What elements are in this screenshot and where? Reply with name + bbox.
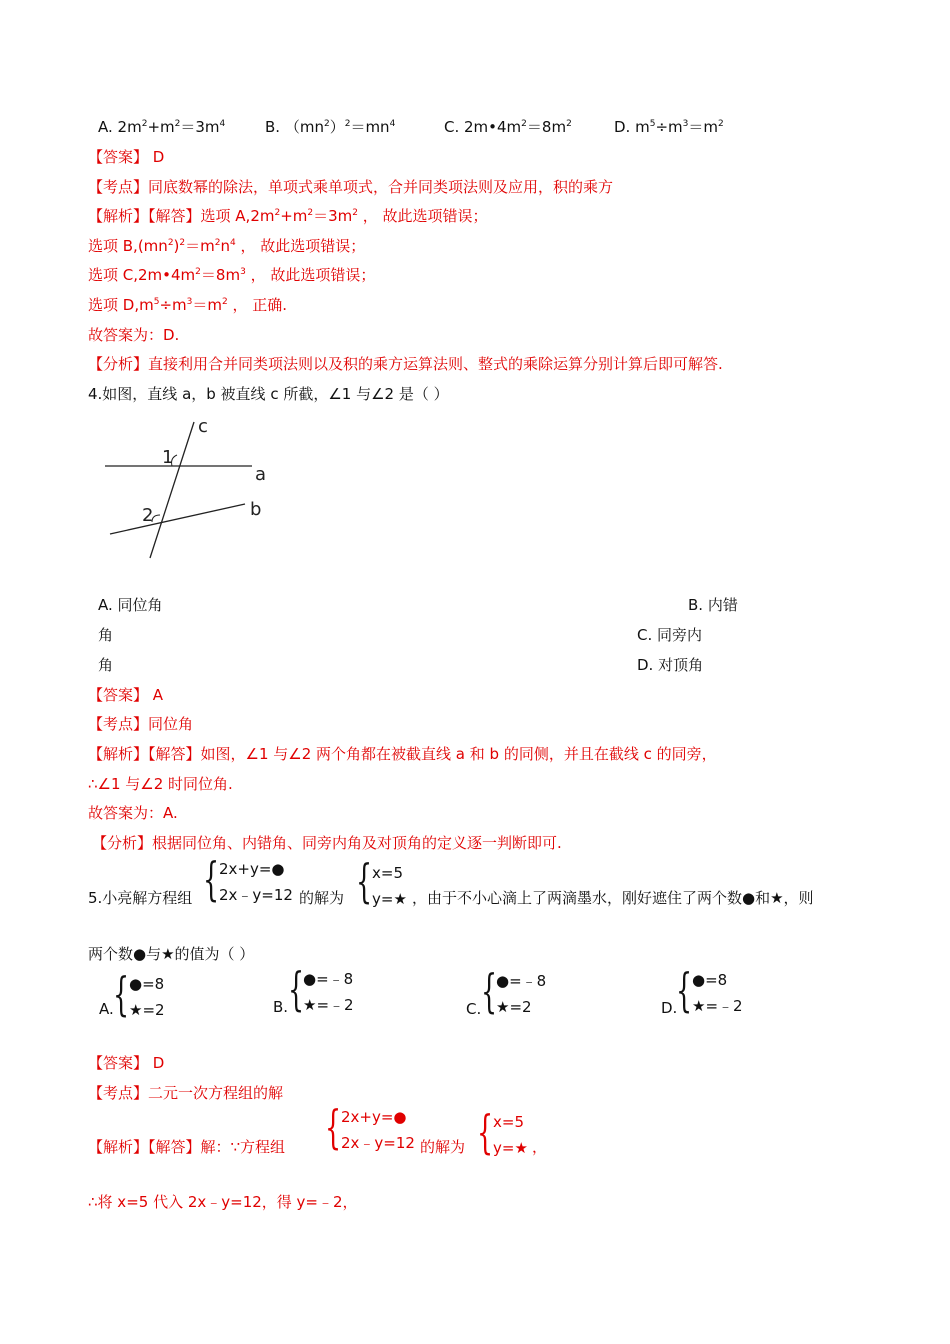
q4-point: 【考点】同位角 (88, 715, 194, 733)
q5-analysis-brace-2: { (477, 1105, 494, 1159)
q3-analysis-1: 【解析】【解答】选项 $A,2m^2+m^2=3m^2$ ， 故此选项错误； (88, 207, 488, 225)
q4-fenxi: 【分析】根据同位角、内错角、同旁内角及对顶角的定义逐一判断即可. (92, 834, 562, 852)
q5-brace-2: { (356, 854, 373, 908)
q5-analysis-brace-1: { (325, 1100, 342, 1154)
q5-stem-mid: 的解为 (299, 889, 345, 907)
q5-stem-post: ，由于不小心滴上了两滴墨水，刚好遮住了两个数●和★，则 (412, 889, 814, 907)
q4-so: 故答案为：A. (88, 804, 178, 822)
q5-solution: x=5 y=★ (372, 864, 407, 908)
q3-fenxi: 【分析】直接利用合并同类项法则以及积的乘方运算法则、整式的乘除运算分别计算后即可解答. (88, 355, 723, 373)
q5-analysis-solution: x=5 y=★ (493, 1113, 528, 1157)
q5-option-b-label: B. (273, 998, 289, 1016)
q4-option-c-cont: 角 (98, 656, 114, 674)
q5-option-a-label: A. (99, 1000, 114, 1018)
q5-option-c-brace: { (481, 964, 498, 1018)
q4-figure (100, 412, 280, 562)
label-1: 1 (162, 447, 174, 468)
q5-stem-pre: 5.小亮解方程组 (88, 889, 193, 907)
q4-option-b: B. 内错 (688, 596, 738, 614)
q5-option-d-label: D. (661, 999, 678, 1017)
line-b (110, 504, 245, 534)
q5-analysis-system: 2x+y=● 2x﹣y=12 (341, 1108, 415, 1152)
q3-point: 【考点】同底数幂的除法，单项式乘单项式，合并同类项法则及应用，积的乘方 (88, 178, 614, 196)
q4-option-a: A. 同位角 (98, 596, 163, 614)
q5-option-d-brace: { (676, 963, 693, 1017)
q5-option-b: ●=﹣8 ★=﹣2 (303, 970, 354, 1014)
q5-option-c: ●=﹣8 ★=2 (496, 972, 547, 1016)
q5-answer: 【答案】 D (88, 1054, 165, 1072)
q5-option-a: ●=8 ★=2 (129, 975, 165, 1019)
q5-stem-2: 两个数●与★的值为（ ） (88, 945, 255, 963)
q5-option-c-label: C. (466, 1000, 482, 1018)
q3-so: 故答案为：D. (88, 326, 180, 344)
q3-option-b: B. $(mn^2)^2=mn^4$ (265, 118, 396, 136)
q5-point: 【考点】二元一次方程组的解 (88, 1084, 284, 1102)
label-c: c (198, 416, 208, 437)
q3-option-d: D. $m^5\div m^3=m^2$ (614, 118, 724, 136)
q4-stem: 4.如图，直线 a，b 被直线 c 所截，∠1 与∠2 是（ ） (88, 385, 449, 403)
line-c (150, 422, 194, 558)
q4-option-d: D. 对顶角 (637, 656, 704, 674)
q4-option-b-cont: 角 (98, 626, 114, 644)
q5-brace-1: { (203, 852, 220, 906)
q4-answer: 【答案】 A (88, 686, 164, 704)
q3-option-a: A. $2m^2+m^2=3m^4$ (98, 118, 226, 136)
label-b: b (250, 499, 262, 520)
q3-analysis-3: 选项 $C,2m•4m^2=8m^3$ ， 故此选项错误； (88, 266, 376, 284)
q5-analysis-mid: 的解为 (420, 1138, 466, 1156)
q5-option-a-brace: { (113, 967, 130, 1021)
q4-option-c: C. 同旁内 (637, 626, 703, 644)
q5-analysis-pre: 【解析】【解答】解：∵方程组 (88, 1138, 286, 1156)
q3-analysis-2: 选项 $B,(mn^2)^2=m^2n^4$ ， 故此选项错误； (88, 237, 366, 255)
q5-last: ∴将 x=5 代入 2x﹣y=12，得 y=﹣2， (88, 1193, 358, 1211)
label-2: 2 (142, 505, 154, 526)
label-a: a (255, 464, 267, 485)
q3-answer: 【答案】 D (88, 148, 165, 166)
q5-option-d: ●=8 ★=﹣2 (692, 971, 743, 1015)
q4-analysis-2: ∴∠1 与∠2 时同位角. (88, 775, 233, 793)
q5-system: 2x+y=● 2x﹣y=12 (219, 860, 293, 904)
q5-analysis-post: ， (532, 1138, 548, 1156)
q5-option-b-brace: { (288, 962, 305, 1016)
q3-analysis-4: 选项 $D,m^5\div m^3=m^2$ ， 正确. (88, 296, 288, 314)
q3-option-c: C. $2m•4m^2=8m^2$ (444, 118, 572, 136)
q4-analysis-1: 【解析】【解答】如图，∠1 与∠2 两个角都在被截直线 a 和 b 的同侧，并且在截线 c 的同旁， (88, 745, 717, 763)
